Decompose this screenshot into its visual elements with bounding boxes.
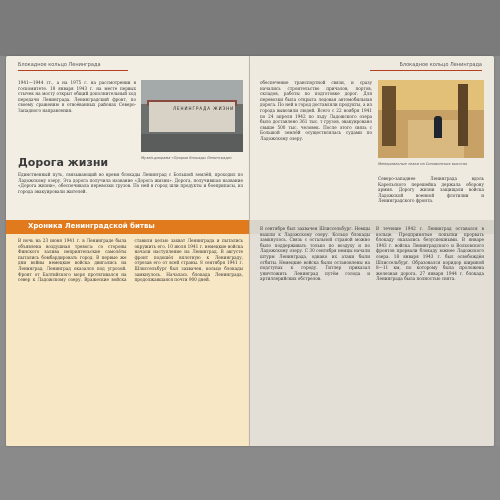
left-header-rule (18, 70, 128, 71)
road-of-life-text: Единственный путь, связывающий во время блокады Ленинград с Большой землёй, проходил по Ладожскому озеру. Эта дорога получила название «Дорога жизни». Дорога, получившая название «Дорога жизни», обеспечивала перевозки грузов. По ней в город шли продукты и боеприпасы, из города эвакуировали жителей. (18, 172, 243, 194)
left-page-header: Блокадное кольцо Ленинграда (18, 62, 101, 68)
right-page-header: Блокадное кольцо Ленинграда (399, 62, 482, 68)
photo-tree-left (382, 86, 396, 146)
right-header-rule (370, 70, 482, 71)
memorial-photo-caption: Мемориальные знаки на Синявинских высотах (378, 162, 468, 166)
left-page (6, 56, 250, 446)
right-column-1: В сентябре был захвачен Шлиссельбург. Немцы вышли к Ладожскому озеру. Кольцо блокады замкнулось. Связь с остальной страной можно было поддерживать только по воздуху и по Ладожскому озеру. С 30 сентября немцы начали штурм Ленинграда, однако их атаки были отбиты. Немецкие войска были остановлены на подступах к городу. Гитлер приказал уничтожить Ленинград путём голода и артиллерийских обстрелов. (260, 226, 370, 282)
background-top (0, 0, 500, 56)
memorial-photo (378, 80, 484, 158)
museum-photo (141, 80, 243, 152)
chronicle-title: Хроника Ленинградской битвы (28, 222, 155, 230)
background-bottom (0, 446, 500, 500)
right-column-2: В течение 1942 г. Ленинград оставался в кольце. Предпринятые попытки прорвать блокаду оказались безуспешными. В январе 1943 г. войска Ленинградского и Волховского фронтов прорвали блокаду южнее Ладожского озера. 18 января 1943 г. был освобождён Шлиссельбург. Образовался коридор шириной 8—11 км, по которому была проложена железная дорога. 27 января 1944 г. блокада Ленинграда была полностью снята. (376, 226, 484, 282)
photo-tree-right (458, 84, 468, 146)
right-top-text: обеспечение транспортной связи, и сразу начались строительство причалов, портов, складов, работы по подготовке дорог. Для перевозки была открыта ледовая автомобильная дорога. По ней в город доставляли продукты, а из города вывозили людей. Всего с 22 ноября 1941 по 24 апреля 1942 по льду Ладожского озера было доставлено 361 тыс. т грузов, эвакуировано свыше 500 тыс. человек. После этого связь с Большой землёй осуществлялась судами по Ладожскому озеру. (260, 80, 372, 141)
photo-sign: ЛЕНИНГРАДА ЖИЗНИ (173, 106, 235, 111)
right-side-text: Северо-западнее Ленинграда вдоль Карельского перешейка держала оборону армия. Дорогу жизни защищали войска Ладожской военной флотилии и Ленинградского фронта. (378, 176, 484, 204)
right-page (250, 56, 494, 446)
photo-person (434, 116, 442, 138)
chronicle-text: В ночь на 23 июня 1941 г. в Ленинграде была объявлена воздушная тревога: со стороны Финского залива неприятельские самолёты пытались бомбардировать город. В первые же дни войны немецкие войска двигались на Ленинград. Ленинград оказался под угрозой. Фронт от Балтийского моря протягивался на север к Ладожскому озеру. Вражеские войска ставили целью захват Ленинграда и пытались окружить его. 10 июля 1941 г. немецкие войска начали наступление на Ленинград. В августе фронт подошёл вплотную к Ленинграду, отрезав его от всей страны. 8 сентября 1941 г. Шлиссельбург был захвачен, кольцо блокады замкнулось. Началась блокада Ленинграда, продолжавшаяся почти 900 дней. (18, 238, 243, 283)
photo-ground (141, 134, 243, 152)
section-title-road-of-life: Дорога жизни (18, 156, 109, 169)
left-intro-text: 1941—1944 гг., а на 1975 г. на рассмотрении в госкомитете. 18 января 1943 г. на месте первых стычек на мосту открыт общий дополнительный ход передачи Ленинграда. Ленинградский фронт, по своему сражению в отвоёванных районах Северо-Западного направления. (18, 80, 136, 113)
museum-photo-caption: Музей-диорама «Прорыв блокады Ленинграда» (141, 156, 233, 160)
